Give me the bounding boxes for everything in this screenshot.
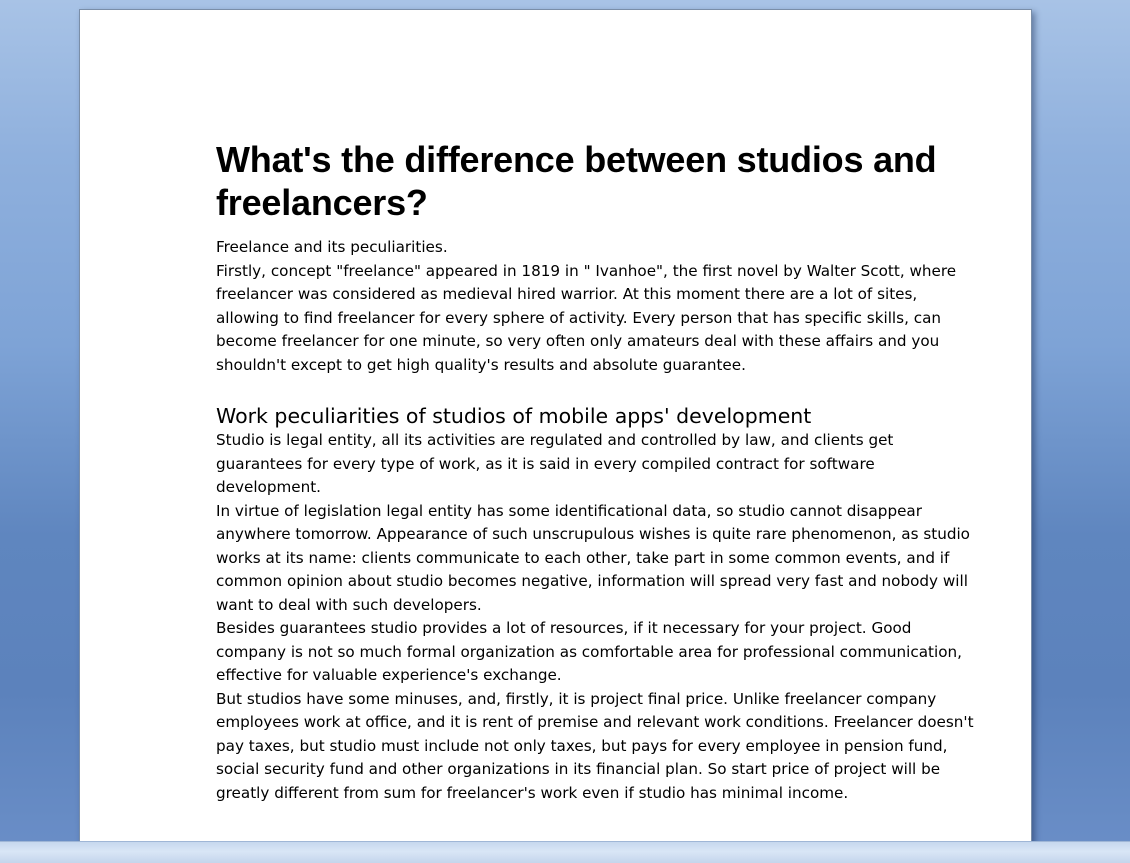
document-content[interactable] [216,138,976,805]
status-bar [0,841,1130,863]
document-title: What's the difference between studios and freelancers? [216,139,937,223]
intro-heading: Freelance and its peculiarities. [216,238,448,256]
section-paragraph-2: In virtue of legislation legal entity has some identificational data, so studio cannot disappear anywhere tomorrow. Appearance of such unscrupulous wishes is quite rare phenomenon, as studio works at its name: clients communicate to each other, take part in some common events, and if common opinion about studio becomes negative, information will spread very fast and nobody will want to deal with such developers. [216,501,970,614]
section-paragraph-4: But studios have some minuses, and, firstly, it is project final price. Unlike freelancer company employees work at office, and it is rent of premise and relevant work conditions. Freelancer doesn't pay taxes, but studio must include not only taxes, but pays for every employee in pension fund, social security fund and other organizations in its financial plan. So start price of project will be greatly different from sum for freelancer's work even if studio has minimal income. [216,689,974,802]
intro-paragraph: Firstly, concept "freelance" appeared in 1819 in " Ivanhoe", the first novel by Walter Scott, where freelancer was considered as medieval hired warrior. At this moment there are a lot of sites, allowing to find freelancer for every sphere of activity. Every person that has specific skills, can become freelancer for one minute, so very often only amateurs deal with these affairs and you shouldn't except to get high quality's results and absolute guarantee. [216,261,957,374]
document-page[interactable] [79,9,1032,863]
section-paragraph-1: Studio is legal entity, all its activities are regulated and controlled by law, and clients get guarantees for every type of work, as it is said in every compiled contract for software development. [216,431,894,496]
section-paragraph-3: Besides guarantees studio provides a lot of resources, if it necessary for your project. Good company is not so much formal organization as comfortable area for professional communication, effective for valuable experience's exchange. [216,619,962,684]
section-heading: Work peculiarities of studios of mobile apps' development [216,404,812,428]
